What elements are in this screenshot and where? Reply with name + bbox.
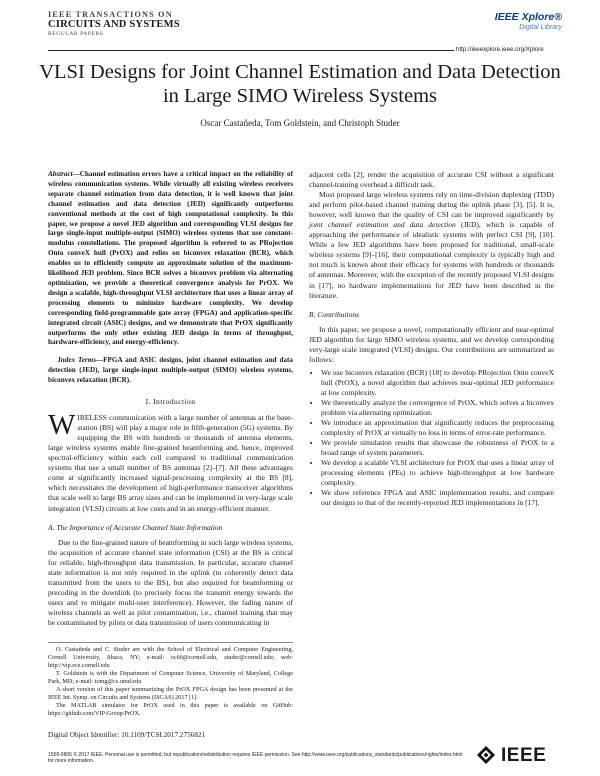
left-column: [48, 170, 293, 628]
footnotes: [48, 642, 293, 718]
abstract-label: Abstract: [48, 170, 73, 178]
intro-paragraph-1: [48, 409, 293, 513]
index-terms-text: —FPGA and ASIC designs, joint channel estimation and data detection (JED), large single-input multiple-output (SIMO) wireless systems, biconvex relaxation (BCR).: [48, 356, 293, 385]
abstract: [48, 170, 293, 348]
ieee-diamond-icon: [477, 746, 495, 764]
journal-line-2: CIRCUITS AND SYSTEMS: [48, 19, 180, 30]
doi: Digital Object Identifier: 10.1109/TCSI.2017.2756821: [48, 731, 206, 739]
ieee-logo: [477, 746, 557, 768]
subsec-b-paragraph-1: In this paper, we propose a novel, computationally efficient and near-optimal JED algorithm for large SIMO wireless systems, and we develop corresponding very-large scale integrated (VLSI) designs. Our contributions are summarized as follows:: [309, 324, 554, 364]
list-item: • We show reference FPGA and ASIC implementation results, and compare our designs to that of the recently-reported JED implementations in [17].: [321, 488, 554, 508]
subsec-a-paragraph-2-em: joint channel estimation and data detection: [309, 220, 456, 230]
copyright-notice: 1558-0806 © 2017 IEEE. Personal use is permitted, but republication/redistribution requires IEEE permission. See http://www.ieee.org/publications_standards/publications/rights/index.html for more information.: [48, 752, 463, 765]
drop-cap: W: [48, 409, 76, 442]
subsec-a-paragraph-2-a: Most proposed large wireless systems rely on time-division duplexing (TDD) and perform pilot-based channel training during the uplink phase [3], [5]. It is, however, well known that the quality of CSI can be improved significantly by: [309, 190, 554, 220]
footnote-3: A short version of this paper summarizing the PrOX FPGA design has been presented at the IEEE Int. Symp. on Circuits and Systems (ISCAS) 2017 [1].: [48, 686, 293, 701]
subsec-a-paragraph-1-start: [48, 538, 293, 628]
list-item: • We theoretically analyze the convergence of PrOX, which solves a biconvex problem via alternating optimization.: [321, 398, 554, 418]
index-terms: [48, 356, 293, 386]
journal-header: [48, 10, 308, 38]
footnote-4: The MATLAB simulator for PrOX used in this paper is available on GitHub: https://github.com/VIP-Group/PrOX.: [48, 702, 293, 717]
logo-sub: Digital Library: [519, 24, 562, 31]
xplore-url-link[interactable]: http://ieeexplore.ieee.org/Xplore: [456, 46, 544, 53]
section-heading-introduction: I. Introduction: [145, 397, 196, 407]
journal-line-1: IEEE TRANSACTIONS ON: [48, 10, 173, 19]
contributions-list: [309, 368, 554, 509]
subsec-a-paragraph-1-text: Due to the fine-grained nature of beamforming in such large wireless systems, the acquisition of accurate channel state information (CSI) at the BS is critical for reliable, high-throughput data transmission. In particular, accurate channel state information is not only required in the uplink (to coherently detect data transmitted from the users to the BS), but also required for beamforming or precoding in the downlink (to precisely focus the transmit energy towards the users and to mitigate multi-user interference). However, the fading nature of wireless channels as well as pilot contamination, i.e., channel training that may be contaminated by pilots or data transmission of users communicating in: [48, 537, 293, 627]
ieee-xplore-logo: [452, 12, 562, 32]
list-item: • We develop a scalable VLSI architecture for PrOX that uses a linear array of processing elements (PEs) to achieve high-throughput at low hardware complexity.: [321, 458, 554, 488]
list-item: • We introduce an approximation that significantly reduces the preprocessing complexity of PrOX at virtually no loss in terms of error-rate performance.: [321, 418, 554, 438]
subsec-a-paragraph-1-cont: adjacent cells [2], render the acquisition of accurate CSI without a significant channel-training overhead a difficult task.: [309, 170, 554, 190]
subsec-a-paragraph-2-b: (JED), which is capable of approaching the performance of idealistic systems with perfect CSI [9], [10]. While a few JED algorithms have been proposed for traditional, small-scale wireless systems [9]–[16], their computational complexity is typically high and not much is known about their efficacy for systems with hundreds or thousands of antennas. Moreover, with the exception of the recently proposed VLSI designs in [17], no hardware implementations for JED have been described in the literature.: [309, 220, 554, 300]
ieee-wordmark: IEEE: [501, 745, 547, 766]
list-item: • We use biconvex relaxation (BCR) [18] to develop PRojection Onto conveX hull (PrOX), a novel algorithm that achieves near-optimal JED performance at low complexity.: [321, 368, 554, 398]
abstract-text: —Channel estimation errors have a critical impact on the reliability of wireless communication systems. While virtually all existing wireless receivers separate channel estimation from data detection, it is well known that joint channel estimation and data detection (JED) significantly outperforms conventional methods at the cost of high computational complexity. In this paper, we propose a novel JED algorithm and corresponding VLSI designs for large single-input multiple-output (SIMO) wireless systems that use constant-modulus constellations. The proposed algorithm is referred to as PRojection Onto conveX hull (PrOX) and relies on biconvex relaxation (BCR), which enables us to efficiently compute an approximate solution of the maximum-likelihood JED problem. Since BCR solves a biconvex problem via alternating optimization, we provide a theoretical convergence analysis for PrOX. We design a scalable, high-throughput VLSI architecture that uses a linear array of processing elements to minimize hardware complexity. We develop corresponding field-programmable gate array (FPGA) and application-specific integrated circuit (ASIC) designs, and we demonstrate that PrOX significantly outperforms the only other existing JED design in terms of throughput, hardware-efficiency, and energy-efficiency.: [48, 170, 293, 347]
journal-line-3: REGULAR PAPERS: [48, 31, 104, 37]
subsec-a-paragraph-2: [309, 190, 554, 301]
paper-title: VLSI Designs for Joint Channel Estimation and Data Detection in Large SIMO Wireless Systems: [39, 61, 561, 107]
subsection-heading-a: A. The Importance of Accurate Channel State Information: [48, 522, 223, 532]
intro-paragraph-1-text: IRELESS communication with a large number of antennas at the base-station (BS) will play a major role in fifth-generation (5G) systems. By equipping the BS with hundreds or thousands of antenna elements, large wireless systems enable fine-grained beamforming and, hence, improved spectral-efficiency within each cell compared to traditional communication systems that use a small number of BS antennas [2]–[7]. All these advantages come at significantly increased signal-processing complexity at the BS [8], which necessitates the development of high-performance transceiver algorithms that scale well to large BS array sizes and can be implemented in very-large scale integration (VLSI) circuits at low costs and in an energy-efficient manner.: [48, 413, 293, 513]
footnote-1: O. Castañeda and C. Studer are with the School of Electrical and Computer Engineering, Cornell University, Ithaca, NY; e-mail: oc66@cornell.edu, studer@cornell.edu; web: http://vip.ece.cornell.edu: [48, 646, 293, 669]
right-column-body: [309, 170, 554, 509]
index-terms-label: Index Terms: [58, 356, 97, 365]
logo-main: IEEE Xplore®: [494, 11, 562, 23]
footnote-2: T. Goldstein is with the Department of Computer Science, University of Maryland, College Park, MD; e-mail: tomg@cs.umd.edu: [48, 670, 293, 685]
header-rule: [48, 50, 454, 51]
subsection-heading-b: B. Contributions: [309, 309, 360, 319]
list-item: • We provide simulation results that showcase the robustness of PrOX to a broad range of system parameters.: [321, 438, 554, 458]
paper-authors: Oscar Castañeda, Tom Goldstein, and Christoph Studer: [200, 118, 400, 128]
